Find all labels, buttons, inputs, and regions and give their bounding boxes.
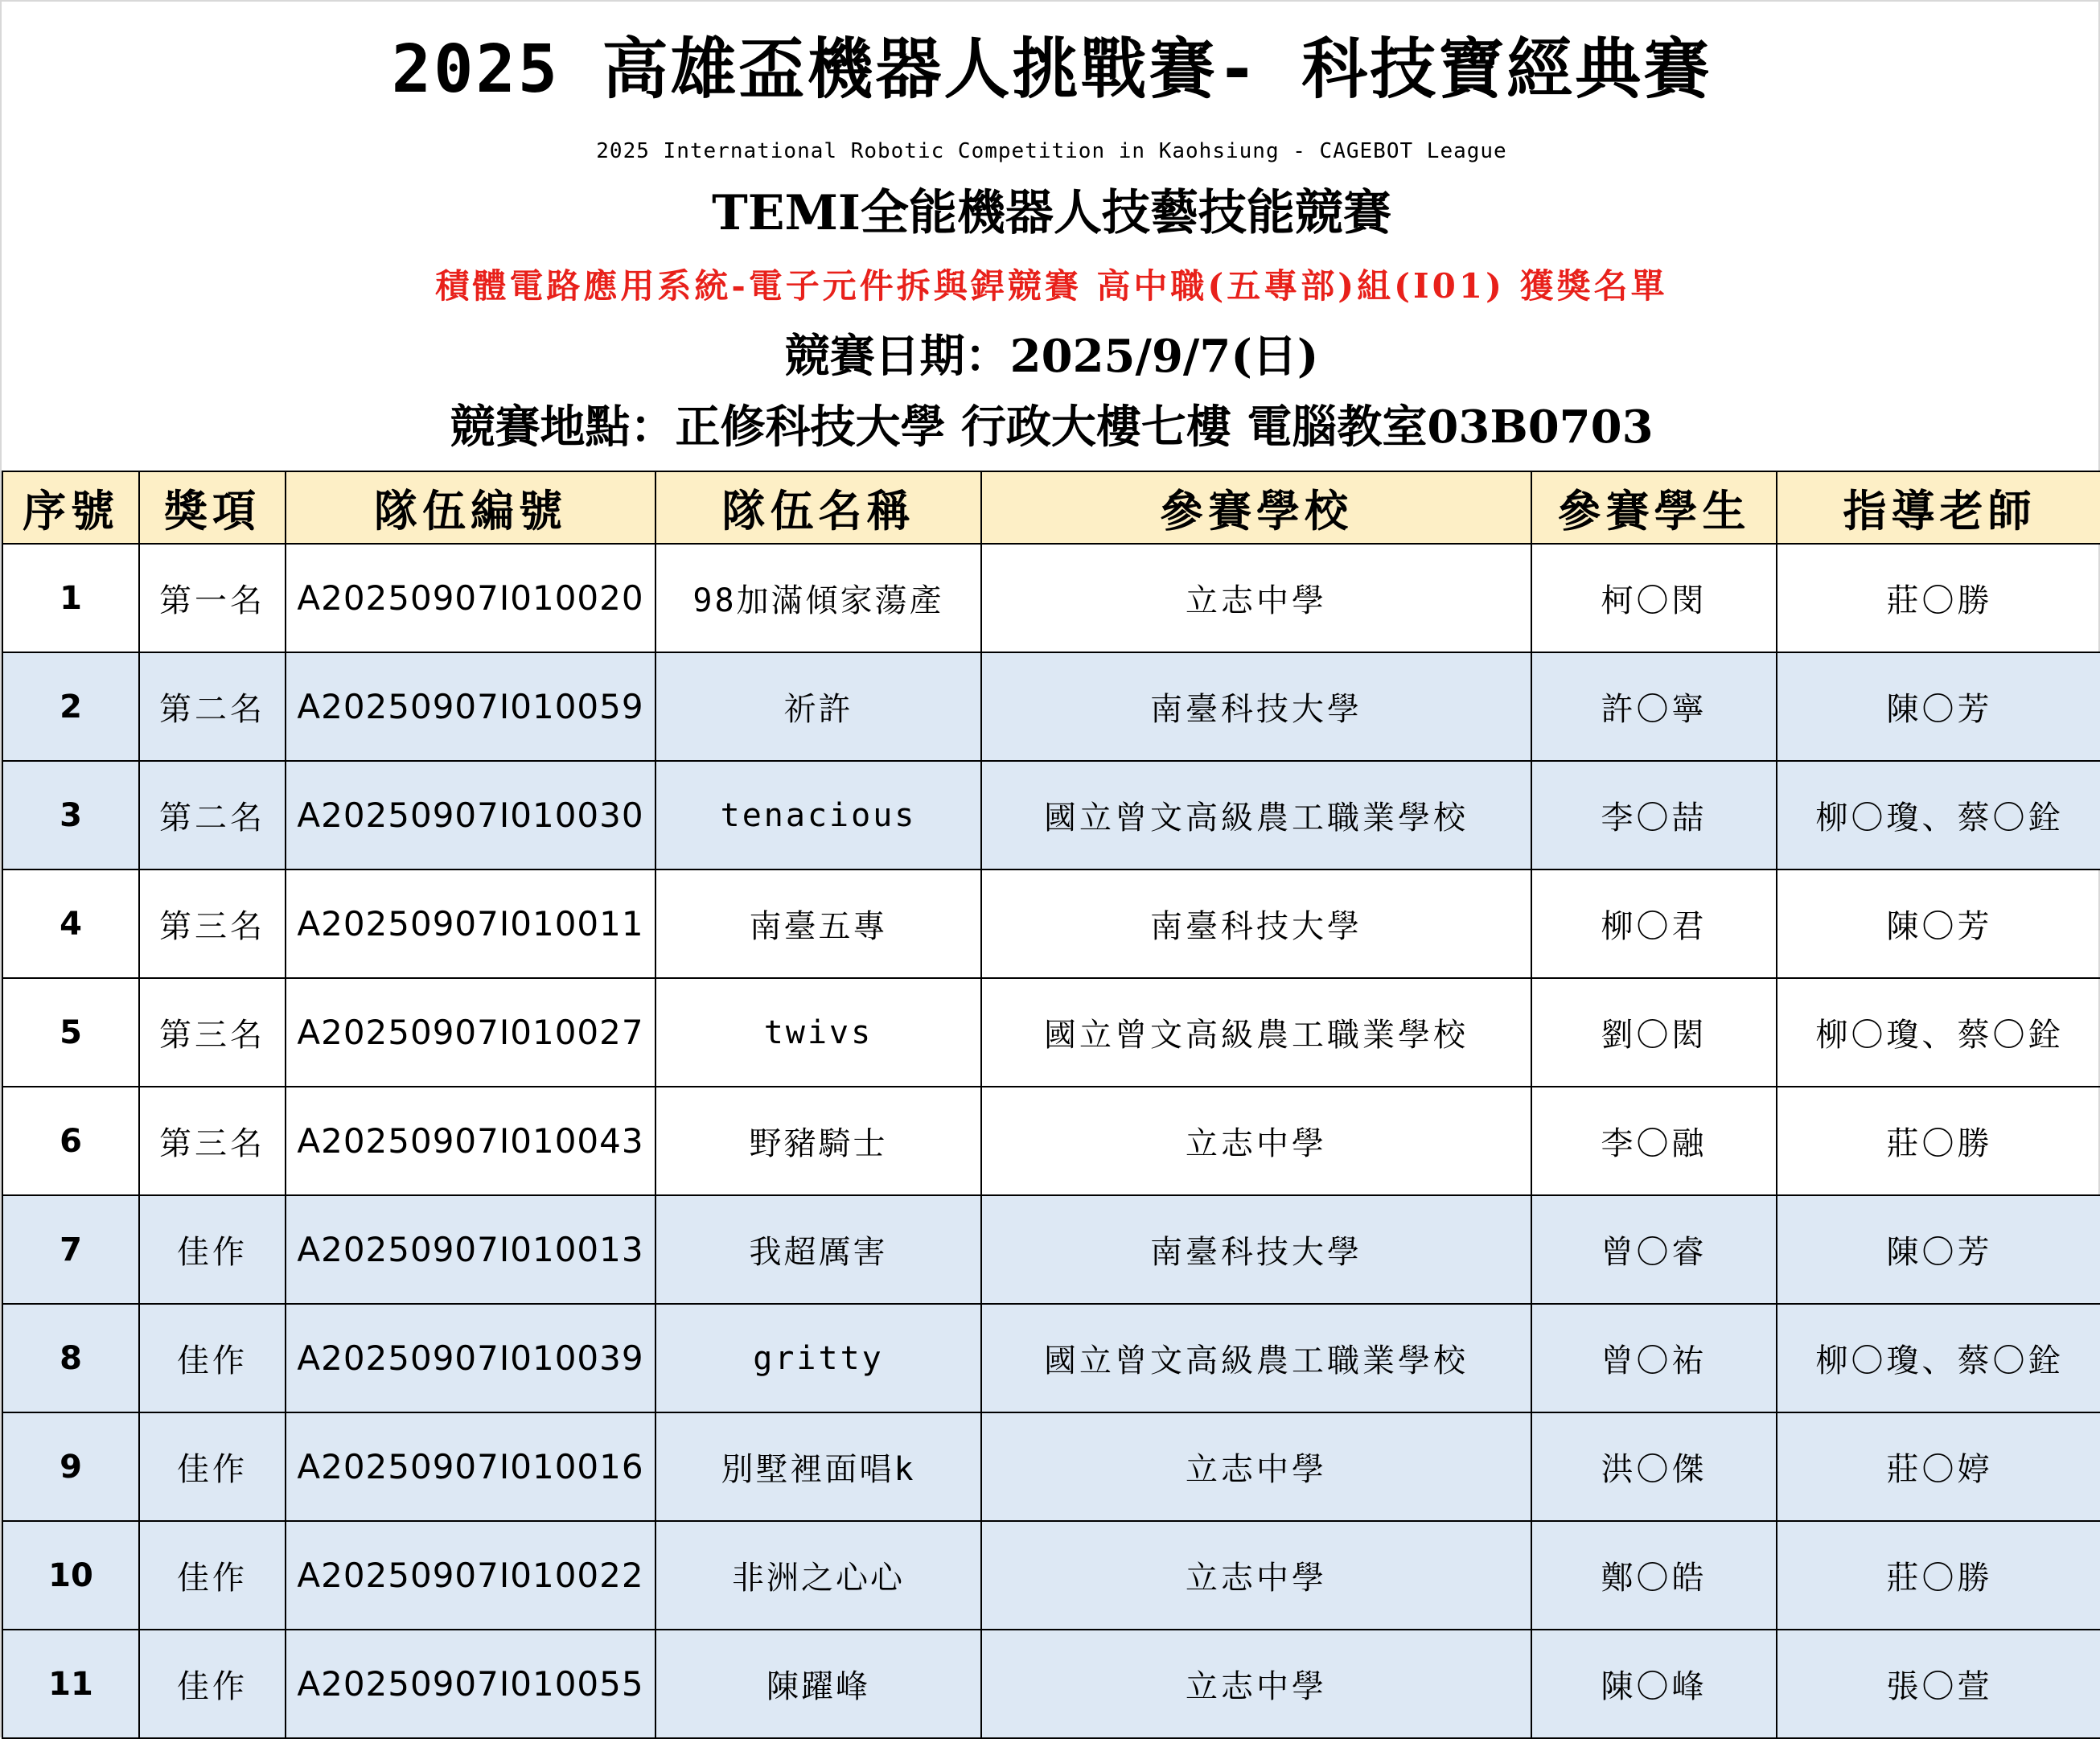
- cell-team-id: A20250907I010011: [286, 870, 655, 978]
- column-header-no: 序號: [2, 471, 139, 544]
- cell-student: 曾〇祐: [1531, 1304, 1777, 1412]
- cell-no: 2: [2, 652, 139, 761]
- table-row: [2, 978, 2100, 1087]
- document-header: [2, 2, 2100, 471]
- cell-no: 5: [2, 978, 139, 1087]
- column-header-team-id: 隊伍編號: [286, 471, 655, 544]
- cell-school: 國立曾文高級農工職業學校: [981, 761, 1531, 870]
- cell-team-name: twivs: [655, 978, 981, 1087]
- cell-team-id: A20250907I010039: [286, 1304, 655, 1412]
- header-row: [2, 471, 2100, 544]
- cell-school: 南臺科技大學: [981, 652, 1531, 761]
- cell-teacher: 莊〇勝: [1777, 544, 2100, 652]
- column-header-school: 參賽學校: [981, 471, 1531, 544]
- event-name: TEMI全能機器人技藝技能競賽: [712, 185, 1391, 241]
- cell-team-id: A20250907I010055: [286, 1630, 655, 1738]
- cell-no: 6: [2, 1087, 139, 1195]
- cell-award: 第二名: [139, 761, 286, 870]
- cell-team-id: A20250907I010059: [286, 652, 655, 761]
- cell-student: 鄭〇皓: [1531, 1521, 1777, 1630]
- cell-school: 立志中學: [981, 1087, 1531, 1195]
- cell-team-id: A20250907I010020: [286, 544, 655, 652]
- cell-award: 佳作: [139, 1630, 286, 1738]
- cell-school: 南臺科技大學: [981, 870, 1531, 978]
- cell-award: 第三名: [139, 1087, 286, 1195]
- cell-teacher: 莊〇勝: [1777, 1521, 2100, 1630]
- table-row: [2, 1087, 2100, 1195]
- main-title: 2025 高雄盃機器人挑戰賽- 科技寶經典賽: [391, 31, 1712, 108]
- cell-team-name: 祈許: [655, 652, 981, 761]
- cell-student: 洪〇傑: [1531, 1412, 1777, 1521]
- english-subtitle: 2025 International Robotic Competition in Kaohsiung - CAGEBOT League: [596, 139, 1507, 163]
- column-header-award: 獎項: [139, 471, 286, 544]
- competition-venue: 競賽地點：正修科技大學 行政大樓七樓 電腦教室03B0703: [450, 401, 1654, 454]
- table-row: [2, 652, 2100, 761]
- cell-no: 8: [2, 1304, 139, 1412]
- cell-teacher: 陳〇芳: [1777, 652, 2100, 761]
- cell-school: 立志中學: [981, 1412, 1531, 1521]
- cell-teacher: 莊〇婷: [1777, 1412, 2100, 1521]
- cell-team-id: A20250907I010030: [286, 761, 655, 870]
- cell-school: 國立曾文高級農工職業學校: [981, 978, 1531, 1087]
- cell-award: 佳作: [139, 1412, 286, 1521]
- cell-award: 第三名: [139, 978, 286, 1087]
- cell-teacher: 陳〇芳: [1777, 870, 2100, 978]
- cell-teacher: 張〇萱: [1777, 1630, 2100, 1738]
- table-row: [2, 1521, 2100, 1630]
- cell-school: 南臺科技大學: [981, 1195, 1531, 1304]
- table-row: [2, 870, 2100, 978]
- cell-award: 第二名: [139, 652, 286, 761]
- cell-award: 佳作: [139, 1195, 286, 1304]
- cell-student: 柳〇君: [1531, 870, 1777, 978]
- cell-student: 李〇融: [1531, 1087, 1777, 1195]
- table-body: [2, 544, 2100, 1738]
- cell-no: 10: [2, 1521, 139, 1630]
- cell-award: 佳作: [139, 1304, 286, 1412]
- cell-team-name: 98加滿傾家蕩產: [655, 544, 981, 652]
- column-header-team-name: 隊伍名稱: [655, 471, 981, 544]
- cell-student: 許〇寧: [1531, 652, 1777, 761]
- cell-team-name: 我超厲害: [655, 1195, 981, 1304]
- cell-teacher: 陳〇芳: [1777, 1195, 2100, 1304]
- cell-team-name: gritty: [655, 1304, 981, 1412]
- cell-team-id: A20250907I010027: [286, 978, 655, 1087]
- table-row: [2, 544, 2100, 652]
- competition-date: 競賽日期：2025/9/7(日): [784, 330, 1319, 383]
- cell-team-id: A20250907I010016: [286, 1412, 655, 1521]
- table-row: [2, 1304, 2100, 1412]
- column-header-teacher: 指導老師: [1777, 471, 2100, 544]
- cell-student: 柯〇閔: [1531, 544, 1777, 652]
- cell-no: 9: [2, 1412, 139, 1521]
- cell-team-name: 別墅裡面唱k: [655, 1412, 981, 1521]
- cell-teacher: 柳〇瓊、蔡〇銓: [1777, 761, 2100, 870]
- cell-team-name: 陳躍峰: [655, 1630, 981, 1738]
- cell-no: 11: [2, 1630, 139, 1738]
- cell-award: 第三名: [139, 870, 286, 978]
- cell-school: 立志中學: [981, 1521, 1531, 1630]
- cell-team-name: 南臺五專: [655, 870, 981, 978]
- cell-team-id: A20250907I010022: [286, 1521, 655, 1630]
- cell-teacher: 柳〇瓊、蔡〇銓: [1777, 978, 2100, 1087]
- cell-teacher: 柳〇瓊、蔡〇銓: [1777, 1304, 2100, 1412]
- table-row: [2, 761, 2100, 870]
- cell-no: 3: [2, 761, 139, 870]
- column-header-student: 參賽學生: [1531, 471, 1777, 544]
- cell-student: 劉〇閎: [1531, 978, 1777, 1087]
- cell-team-id: A20250907I010013: [286, 1195, 655, 1304]
- cell-school: 立志中學: [981, 1630, 1531, 1738]
- cell-student: 曾〇睿: [1531, 1195, 1777, 1304]
- cell-no: 1: [2, 544, 139, 652]
- cell-team-id: A20250907I010043: [286, 1087, 655, 1195]
- cell-team-name: 非洲之心心: [655, 1521, 981, 1630]
- table-row: [2, 1195, 2100, 1304]
- cell-school: 立志中學: [981, 544, 1531, 652]
- cell-student: 陳〇峰: [1531, 1630, 1777, 1738]
- table-header: [2, 471, 2100, 544]
- cell-team-name: 野豬騎士: [655, 1087, 981, 1195]
- results-table: [2, 471, 2100, 1739]
- cell-student: 李〇喆: [1531, 761, 1777, 870]
- cell-no: 4: [2, 870, 139, 978]
- award-list-title: 積體電路應用系統-電子元件拆與銲競賽 高中職(五專部)組(I01) 獲獎名單: [435, 266, 1668, 306]
- cell-team-name: tenacious: [655, 761, 981, 870]
- cell-award: 佳作: [139, 1521, 286, 1630]
- table-row: [2, 1412, 2100, 1521]
- cell-teacher: 莊〇勝: [1777, 1087, 2100, 1195]
- cell-no: 7: [2, 1195, 139, 1304]
- table-row: [2, 1630, 2100, 1738]
- cell-school: 國立曾文高級農工職業學校: [981, 1304, 1531, 1412]
- cell-award: 第一名: [139, 544, 286, 652]
